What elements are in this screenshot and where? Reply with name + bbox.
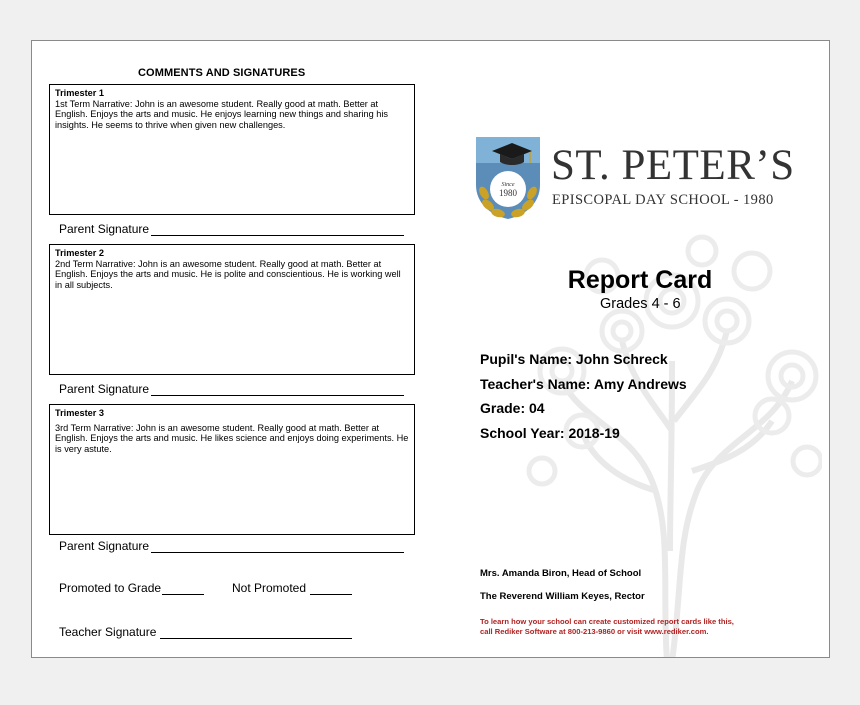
report-card-sheet bbox=[31, 40, 830, 658]
rector: The Reverend William Keyes, Rector bbox=[480, 591, 645, 602]
parent-signature-label: Parent Signature bbox=[59, 382, 150, 396]
pupil-name: Pupil's Name: John Schreck bbox=[480, 351, 668, 367]
promoted-label: Promoted to Grade bbox=[59, 581, 162, 595]
school-subtitle: EPISCOPAL DAY SCHOOL - 1980 bbox=[552, 192, 774, 208]
signature-rule bbox=[151, 224, 404, 236]
teacher-signature-label: Teacher Signature bbox=[59, 625, 157, 639]
school-year: School Year: 2018-19 bbox=[480, 425, 620, 441]
promo-note-line: To learn how your school can create customized report cards like this, bbox=[480, 617, 734, 626]
promoted-rule bbox=[162, 583, 204, 595]
trimester-heading: Trimester 1 bbox=[55, 88, 105, 98]
trimester-1-box bbox=[49, 84, 415, 215]
not-promoted bbox=[232, 581, 352, 595]
trimester-heading: Trimester 3 bbox=[55, 408, 105, 418]
promoted-to-grade bbox=[59, 581, 204, 595]
trimester-narrative: 1st Term Narrative: John is an awesome student. Really good at math. Better at English. Enjoys the arts and music. He enjoys learning new things and sharing his insights. He seems to thrive when given new challenges. bbox=[55, 98, 388, 130]
report-card-title: Report Card bbox=[567, 266, 713, 294]
parent-signature-label: Parent Signature bbox=[59, 222, 150, 236]
promo-note-line: call Rediker Software at 800-213-9860 or visit www.rediker.com. bbox=[480, 627, 709, 636]
not-promoted-rule bbox=[310, 583, 352, 595]
school-crest-logo bbox=[472, 135, 544, 219]
comments-title: COMMENTS AND SIGNATURES bbox=[138, 67, 306, 79]
teacher-name: Teacher's Name: Amy Andrews bbox=[480, 376, 687, 392]
trimester-3-box bbox=[49, 404, 415, 535]
trimester-heading: Trimester 2 bbox=[55, 248, 105, 258]
trimester-2-box bbox=[49, 244, 415, 375]
parent-signature-label: Parent Signature bbox=[59, 539, 150, 553]
logo-since-text: Since bbox=[501, 182, 515, 188]
report-card-grades: Grades 4 - 6 bbox=[600, 296, 681, 312]
parent-signature-line bbox=[59, 539, 404, 553]
parent-signature-line bbox=[59, 382, 404, 396]
trimester-narrative: 3rd Term Narrative: John is an awesome student. Really good at math. Better at English. Enjoys the arts and music. He likes science and enjoys doing experiments. He is very astute. bbox=[55, 422, 409, 454]
not-promoted-label: Not Promoted bbox=[232, 581, 307, 595]
teacher-signature-line bbox=[59, 625, 352, 639]
logo-year-text: 1980 bbox=[499, 188, 517, 198]
school-name: ST. PETER’S bbox=[551, 142, 795, 189]
grade-value: Grade: 04 bbox=[480, 400, 545, 416]
head-of-school: Mrs. Amanda Biron, Head of School bbox=[480, 568, 642, 579]
signature-rule bbox=[151, 384, 404, 396]
promo-note bbox=[480, 617, 734, 637]
signature-rule bbox=[151, 541, 404, 553]
parent-signature-line bbox=[59, 222, 404, 236]
signature-rule bbox=[160, 627, 352, 639]
trimester-narrative: 2nd Term Narrative: John is an awesome student. Really good at math. Better at English. Enjoys the arts and music. He is polite and conscientious. He is working well in all subjects. bbox=[55, 258, 401, 290]
